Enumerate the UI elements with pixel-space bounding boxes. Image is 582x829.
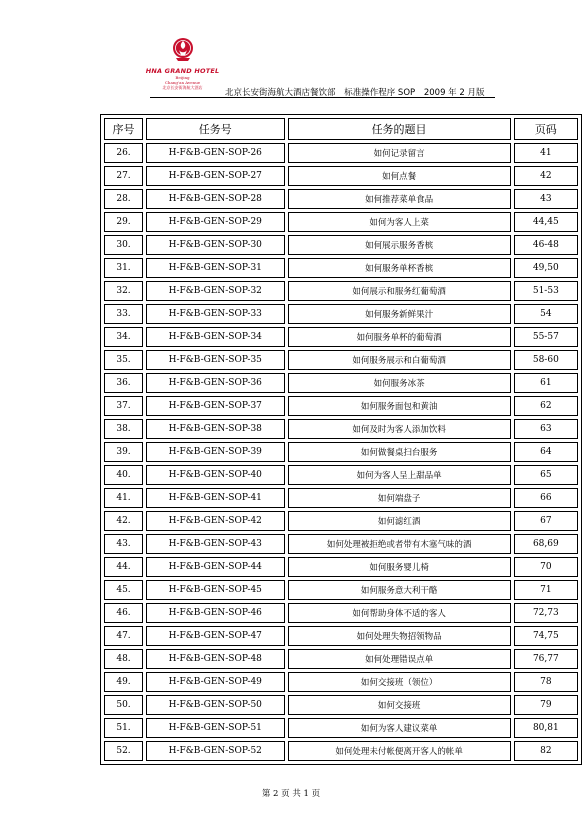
task-title: 如何点餐 (288, 166, 511, 186)
task-title: 如何服务单杯的葡萄酒 (288, 327, 511, 347)
row-number: 31. (104, 258, 143, 278)
task-title: 如何滤红酒 (288, 511, 511, 531)
page-number: 64 (514, 442, 578, 462)
task-title: 如何处理错误点单 (288, 649, 511, 669)
task-id: H-F&B-GEN-SOP-27 (146, 166, 284, 186)
page-number: 68,69 (514, 534, 578, 554)
task-title: 如何交接班 (288, 695, 511, 715)
table-row (104, 258, 578, 278)
task-title: 如何服务意大利干酪 (288, 580, 511, 600)
task-title: 如何做餐桌扫台服务 (288, 442, 511, 462)
page-footer: 第 2 页 共 1 页 (261, 789, 321, 799)
task-title: 如何展示和服务红葡萄酒 (288, 281, 511, 301)
row-number: 44. (104, 557, 143, 577)
page-number: 79 (514, 695, 578, 715)
logo-sub-line: Beijing (175, 75, 190, 80)
column-header-page: 页码 (514, 118, 578, 140)
row-number: 32. (104, 281, 143, 301)
task-id: H-F&B-GEN-SOP-46 (146, 603, 284, 623)
table-row (104, 695, 578, 715)
row-number: 49. (104, 672, 143, 692)
table-row (104, 488, 578, 508)
column-header-task-title: 任务的题目 (288, 118, 511, 140)
task-title: 如何帮助身体不适的客人 (288, 603, 511, 623)
page-number: 55-57 (514, 327, 578, 347)
task-title: 如何端盘子 (288, 488, 511, 508)
logo-brand: HNA GRAND HOTEL (145, 67, 220, 75)
task-id: H-F&B-GEN-SOP-51 (146, 718, 284, 738)
table-row (104, 350, 578, 370)
logo-sub-line: 北京长安街海航大酒店 (162, 85, 203, 90)
row-number: 48. (104, 649, 143, 669)
task-id: H-F&B-GEN-SOP-39 (146, 442, 284, 462)
task-id: H-F&B-GEN-SOP-45 (146, 580, 284, 600)
task-id: H-F&B-GEN-SOP-43 (146, 534, 284, 554)
row-number: 43. (104, 534, 143, 554)
row-number: 46. (104, 603, 143, 623)
header-department: 北京长安街海航大酒店餐饮部 (225, 88, 336, 98)
task-title: 如何处理失物招领物品 (288, 626, 511, 646)
task-title: 如何及时为客人添加饮料 (288, 419, 511, 439)
row-number: 50. (104, 695, 143, 715)
hotel-crest-icon (170, 36, 196, 62)
task-title: 如何服务冰茶 (288, 373, 511, 393)
table-row (104, 465, 578, 485)
header-rule (150, 97, 495, 98)
column-header-number: 序号 (104, 118, 143, 140)
table-row (104, 419, 578, 439)
table-row (104, 212, 578, 232)
task-title: 如何服务婴儿椅 (288, 557, 511, 577)
task-id: H-F&B-GEN-SOP-32 (146, 281, 284, 301)
table-row (104, 373, 578, 393)
task-id: H-F&B-GEN-SOP-52 (146, 741, 284, 761)
task-title: 如何交接班（领位） (288, 672, 511, 692)
page-number: 66 (514, 488, 578, 508)
table-row (104, 626, 578, 646)
task-title: 如何记录留言 (288, 143, 511, 163)
task-id: H-F&B-GEN-SOP-35 (146, 350, 284, 370)
page-number: 65 (514, 465, 578, 485)
page-number: 58-60 (514, 350, 578, 370)
page-number: 51-53 (514, 281, 578, 301)
table-row (104, 603, 578, 623)
task-id: H-F&B-GEN-SOP-33 (146, 304, 284, 324)
task-id: H-F&B-GEN-SOP-36 (146, 373, 284, 393)
table-row (104, 327, 578, 347)
table-row (104, 143, 578, 163)
table-row (104, 304, 578, 324)
sop-index-table (100, 114, 582, 765)
table-body (104, 143, 578, 761)
row-number: 35. (104, 350, 143, 370)
page-number: 71 (514, 580, 578, 600)
task-id: H-F&B-GEN-SOP-44 (146, 557, 284, 577)
page-number: 46-48 (514, 235, 578, 255)
row-number: 39. (104, 442, 143, 462)
row-number: 38. (104, 419, 143, 439)
task-title: 如何服务单杯香槟 (288, 258, 511, 278)
task-title: 如何为客人上菜 (288, 212, 511, 232)
task-id: H-F&B-GEN-SOP-47 (146, 626, 284, 646)
task-title: 如何展示服务香槟 (288, 235, 511, 255)
table-row (104, 580, 578, 600)
task-id: H-F&B-GEN-SOP-48 (146, 649, 284, 669)
row-number: 45. (104, 580, 143, 600)
page-number: 49,50 (514, 258, 578, 278)
task-id: H-F&B-GEN-SOP-42 (146, 511, 284, 531)
page-number: 70 (514, 557, 578, 577)
task-id: H-F&B-GEN-SOP-50 (146, 695, 284, 715)
task-title: 如何处理被拒绝或者带有木塞气味的酒 (288, 534, 511, 554)
row-number: 41. (104, 488, 143, 508)
table-row (104, 189, 578, 209)
table-row (104, 649, 578, 669)
task-title: 如何服务展示和白葡萄酒 (288, 350, 511, 370)
table-header-row (104, 118, 578, 140)
page-number: 82 (514, 741, 578, 761)
header-edition: 2009 年 2 月版 (423, 88, 485, 98)
page-number: 54 (514, 304, 578, 324)
task-title: 如何为客人呈上甜品单 (288, 465, 511, 485)
page-number: 41 (514, 143, 578, 163)
page-number: 80,81 (514, 718, 578, 738)
task-id: H-F&B-GEN-SOP-30 (146, 235, 284, 255)
row-number: 37. (104, 396, 143, 416)
page-number: 62 (514, 396, 578, 416)
row-number: 52. (104, 741, 143, 761)
row-number: 42. (104, 511, 143, 531)
logo-sub-line: Chang'an Avenue (164, 80, 201, 85)
table-row (104, 235, 578, 255)
row-number: 26. (104, 143, 143, 163)
page-number: 42 (514, 166, 578, 186)
table-row (104, 166, 578, 186)
task-title: 如何服务面包和黄油 (288, 396, 511, 416)
task-title: 如何服务新鲜果汁 (288, 304, 511, 324)
page-number: 78 (514, 672, 578, 692)
task-id: H-F&B-GEN-SOP-28 (146, 189, 284, 209)
table-row (104, 741, 578, 761)
page-number: 61 (514, 373, 578, 393)
row-number: 30. (104, 235, 143, 255)
table-row (104, 534, 578, 554)
task-title: 如何处理未付帐便离开客人的帐单 (288, 741, 511, 761)
page-number: 74,75 (514, 626, 578, 646)
table-row (104, 718, 578, 738)
task-id: H-F&B-GEN-SOP-40 (146, 465, 284, 485)
table-row (104, 557, 578, 577)
row-number: 36. (104, 373, 143, 393)
page-number: 44,45 (514, 212, 578, 232)
page-number: 43 (514, 189, 578, 209)
task-id: H-F&B-GEN-SOP-34 (146, 327, 284, 347)
task-id: H-F&B-GEN-SOP-37 (146, 396, 284, 416)
task-id: H-F&B-GEN-SOP-26 (146, 143, 284, 163)
row-number: 33. (104, 304, 143, 324)
task-id: H-F&B-GEN-SOP-29 (146, 212, 284, 232)
column-header-task-id: 任务号 (146, 118, 284, 140)
hotel-logo (140, 36, 225, 90)
task-title: 如何为客人建议菜单 (288, 718, 511, 738)
row-number: 28. (104, 189, 143, 209)
task-title: 如何推荐菜单食品 (288, 189, 511, 209)
table-row (104, 672, 578, 692)
row-number: 47. (104, 626, 143, 646)
page-number: 63 (514, 419, 578, 439)
row-number: 34. (104, 327, 143, 347)
table-row (104, 281, 578, 301)
page-number: 76,77 (514, 649, 578, 669)
row-number: 40. (104, 465, 143, 485)
task-id: H-F&B-GEN-SOP-41 (146, 488, 284, 508)
row-number: 29. (104, 212, 143, 232)
page-number: 67 (514, 511, 578, 531)
task-id: H-F&B-GEN-SOP-38 (146, 419, 284, 439)
table-row (104, 442, 578, 462)
task-id: H-F&B-GEN-SOP-31 (146, 258, 284, 278)
table-row (104, 396, 578, 416)
task-id: H-F&B-GEN-SOP-49 (146, 672, 284, 692)
table-row (104, 511, 578, 531)
page-number: 72,73 (514, 603, 578, 623)
row-number: 51. (104, 718, 143, 738)
row-number: 27. (104, 166, 143, 186)
header-doc-type: 标准操作程序 SOP (344, 88, 416, 98)
